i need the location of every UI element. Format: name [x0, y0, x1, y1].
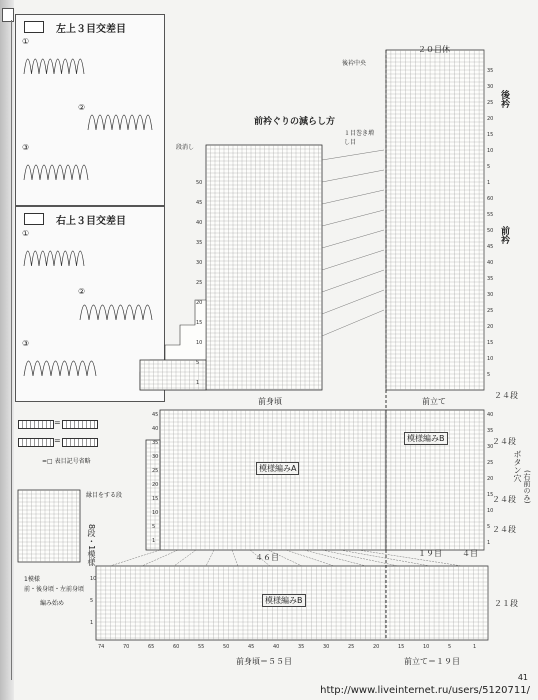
gather-line — [142, 550, 178, 566]
row-number-right: 15 — [487, 132, 494, 138]
row-number-lower-right: 40 — [487, 412, 494, 418]
stitch-number: 50 — [223, 644, 230, 650]
left-step-3: ③ — [22, 143, 30, 152]
right-illustration-2 — [80, 305, 152, 320]
front-body-grid — [160, 410, 386, 550]
neck-leader-line — [322, 290, 384, 314]
right-illustration-3 — [24, 361, 96, 376]
row-number-left: 50 — [196, 180, 203, 186]
small-chart-label5: 編み始め — [40, 600, 65, 607]
stitch-19: １９目 — [418, 549, 442, 558]
stitch-number: 25 — [348, 644, 355, 650]
stitch-number: 35 — [298, 644, 305, 650]
stitch-number: 10 — [423, 644, 430, 650]
stitch-number: 15 — [398, 644, 405, 650]
row-number-right: 25 — [487, 100, 494, 106]
row-number-right: 1 — [487, 180, 491, 186]
row-number-lower-right: 25 — [487, 460, 494, 466]
gather-line — [286, 550, 334, 566]
stitch-number: 60 — [173, 644, 180, 650]
front-body-label: 前身頃 — [258, 397, 282, 406]
pattern-b-upper-label: 模様編みB — [404, 432, 448, 445]
right-step-3: ③ — [22, 339, 30, 348]
gather-line — [358, 550, 462, 566]
left-illustration-3 — [24, 165, 88, 180]
row-number-bottom: 10 — [90, 576, 97, 582]
gather-line — [304, 550, 366, 566]
small-chart-grid — [18, 490, 80, 562]
stitch-number: 55 — [198, 644, 205, 650]
row-number-right: 25 — [487, 308, 494, 314]
gather-line — [174, 550, 196, 566]
row-number-lower-right: 15 — [487, 492, 494, 498]
row-number-lower-right: 10 — [487, 508, 494, 514]
stitch-number: 45 — [248, 644, 255, 650]
row-number-lower-right: 1 — [487, 540, 491, 546]
stitch-number: 1 — [473, 644, 477, 650]
gather-line — [110, 550, 160, 566]
neck-leader-line — [322, 210, 384, 226]
row-number-lower: 15 — [152, 496, 159, 502]
row-number-lower: 20 — [152, 482, 159, 488]
row-number-right: 35 — [487, 276, 494, 282]
pattern-a-label: 模様編みA — [256, 462, 299, 475]
row-number-bottom: 5 — [90, 598, 94, 604]
source-url: http://www.liveinternet.ru/users/5120711/ — [320, 685, 530, 696]
neck-leader-line — [322, 270, 384, 292]
row-number-lower-right: 20 — [487, 476, 494, 482]
row-number-right: 20 — [487, 116, 494, 122]
back-neck-label: 後衿 — [499, 90, 509, 108]
right-cross-title: 右上３目交差目 — [56, 216, 126, 227]
row-number-left: 45 — [196, 200, 203, 206]
placket-lower-grid — [386, 410, 484, 550]
row-number-right: 55 — [487, 212, 494, 218]
legend-note: =□ 表目記号省略 — [42, 458, 91, 465]
gather-line — [232, 550, 238, 566]
right-step-1: ① — [22, 229, 30, 238]
increase-note: １目巻き増し目 — [344, 130, 375, 146]
stitch-4: ４目 — [462, 549, 478, 558]
row-number-left: 20 — [196, 300, 203, 306]
placket-grid — [386, 50, 484, 390]
front-neck-title: 前衿ぐりの減らし方 — [254, 117, 336, 127]
buttonhole-note: (右前のみ) — [523, 470, 531, 504]
stitch-number: 65 — [148, 644, 155, 650]
legend-equals-1: = — [54, 418, 61, 427]
front-band-label: 前衿 — [499, 226, 509, 244]
row-number-left: 25 — [196, 280, 203, 286]
small-chart-label4: 前・後身頃・左前身頃 — [24, 586, 85, 593]
row-number-left: 35 — [196, 240, 203, 246]
row-number-right: 40 — [487, 260, 494, 266]
row-number-lower: 30 — [152, 454, 159, 460]
left-illustration-2 — [88, 115, 152, 130]
row-number-right: 45 — [487, 244, 494, 250]
right-illustration-1 — [24, 251, 84, 266]
row-number-right: 50 — [487, 228, 494, 234]
stitch-number: 30 — [323, 644, 330, 650]
gather-line — [340, 550, 430, 566]
gather-line — [322, 550, 398, 566]
stitch-46: ４６目 — [255, 553, 279, 562]
row-number-right: 30 — [487, 84, 494, 90]
row-number-right: 10 — [487, 148, 494, 154]
bind-off-label: 段消し — [176, 144, 195, 151]
row-number-left: 30 — [196, 260, 203, 266]
row-number-right: 20 — [487, 324, 494, 330]
pattern-b-lower-label: 模様編みB — [262, 594, 306, 607]
row-number-lower: 40 — [152, 426, 159, 432]
buttonhole-label: ボタン穴 — [513, 450, 522, 482]
row-number-left: 15 — [196, 320, 203, 326]
placket-width-label: 前立て＝１９目 — [404, 657, 460, 666]
row-number-lower: 45 — [152, 412, 159, 418]
row-number-lower: 10 — [152, 510, 159, 516]
row-number-right: 60 — [487, 196, 494, 202]
left-step-2: ② — [78, 103, 86, 112]
shoulder-stitches: ２０目休 — [418, 45, 450, 54]
row-number-bottom: 1 — [90, 620, 94, 626]
front-placket-label: 前立て — [422, 397, 446, 406]
stitch-number: 5 — [448, 644, 452, 650]
row-number-right: 5 — [487, 372, 491, 378]
row-number-lower: 35 — [152, 440, 159, 446]
small-chart-label3: 1模様 — [24, 576, 40, 583]
front-neck-grid — [206, 145, 322, 390]
row-number-lower-right: 35 — [487, 428, 494, 434]
stitch-number: 40 — [273, 644, 280, 650]
rows-24d: ２４段 — [492, 525, 516, 534]
row-number-left: 1 — [196, 380, 200, 386]
row-number-lower-right: 5 — [487, 524, 491, 530]
neck-leader-line — [322, 250, 384, 270]
stitch-number: 20 — [373, 644, 380, 650]
rows-24c: ２４段 — [492, 495, 516, 504]
small-chart-label2: 8段・1模様 — [87, 524, 96, 567]
neck-leader-line — [322, 150, 384, 160]
row-number-lower: 25 — [152, 468, 159, 474]
row-number-left: 5 — [196, 360, 200, 366]
stitch-number: 74 — [98, 644, 105, 650]
left-cross-title: 左上３目交差目 — [56, 24, 126, 35]
row-number-right: 5 — [487, 164, 491, 170]
back-center-label: 後衿中央 — [342, 60, 367, 67]
rows-24a: ２４段 — [494, 391, 518, 400]
neck-leader-line — [322, 170, 384, 182]
row-number-left: 40 — [196, 220, 203, 226]
small-chart-label1: 縁目をする段 — [86, 492, 123, 499]
row-number-right: 10 — [487, 356, 494, 362]
stitch-number: 70 — [123, 644, 130, 650]
row-number-right: 35 — [487, 68, 494, 74]
legend-equals-2: = — [54, 436, 61, 445]
gather-line — [206, 550, 214, 566]
rows-24b: ２４段 — [492, 437, 516, 446]
left-step-1: ① — [22, 37, 30, 46]
row-number-right: 30 — [487, 292, 494, 298]
page-number: 41 — [517, 673, 528, 682]
right-step-2: ② — [78, 287, 86, 296]
row-number-left: 10 — [196, 340, 203, 346]
row-number-lower-right: 30 — [487, 444, 494, 450]
rows-21: ２１段 — [494, 599, 518, 608]
neck-leader-line — [322, 310, 384, 336]
neck-leader-line — [322, 230, 384, 248]
neck-leader-line — [322, 190, 384, 204]
row-number-lower: 1 — [152, 538, 156, 544]
row-number-lower: 5 — [152, 524, 156, 530]
body-width-label: 前身頃＝５５目 — [236, 657, 292, 666]
row-number-right: 15 — [487, 340, 494, 346]
left-illustration-1 — [24, 59, 84, 74]
